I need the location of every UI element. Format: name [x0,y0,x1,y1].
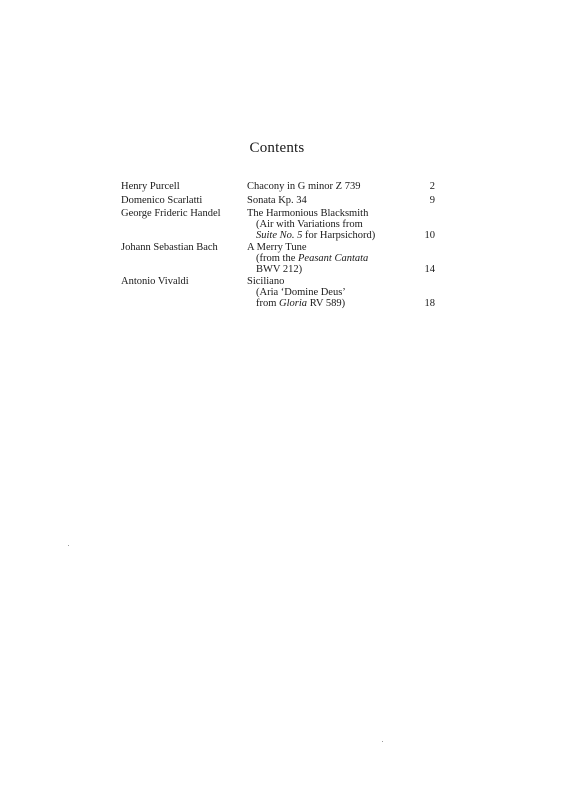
page-number: 18 [424,298,435,309]
work-title-line: The Harmonious Blacksmith [247,208,369,219]
page-number: 14 [424,264,435,275]
work-subtitle-line: (Aria ‘Domine Deus’ [256,287,346,299]
work-title [247,276,346,310]
page-number: 10 [424,230,435,241]
page-number: 2 [429,181,435,192]
subtitle-text: RV 589) [307,298,346,310]
composer-name: George Frideric Handel [121,208,221,219]
scan-speck [382,741,383,742]
italic-work-name: Suite No. 5 [256,230,303,242]
composer-name: Johann Sebastian Bach [121,242,218,253]
italic-work-name: Peasant Cantata [298,253,369,265]
composer-name: Henry Purcell [121,181,180,192]
work-title [247,242,368,276]
work-title-line: A Merry Tune [247,242,307,253]
work-title-line: Siciliano [247,276,285,287]
composer-name: Domenico Scarlatti [121,195,203,206]
work-subtitle-line [247,230,375,241]
work-title [247,195,307,206]
contents-title: Contents [249,140,305,156]
subtitle-text: for Harpsichord) [302,230,376,242]
work-subtitle-line [247,253,368,264]
work-title [247,181,360,192]
work-subtitle-line: (Air with Variations from [256,219,363,231]
composer-name: Antonio Vivaldi [121,276,189,287]
italic-work-name: Gloria [279,298,308,310]
work-title-line: Sonata Kp. 34 [247,195,307,206]
work-title-line: Chacony in G minor Z 739 [247,181,361,192]
work-subtitle-line [247,298,346,309]
work-subtitle-line: BWV 212) [256,264,303,276]
page-number: 9 [429,195,435,206]
subtitle-text: from [256,298,280,310]
scan-speck [68,545,69,546]
subtitle-text: (from the [256,253,298,265]
work-title [247,208,375,242]
